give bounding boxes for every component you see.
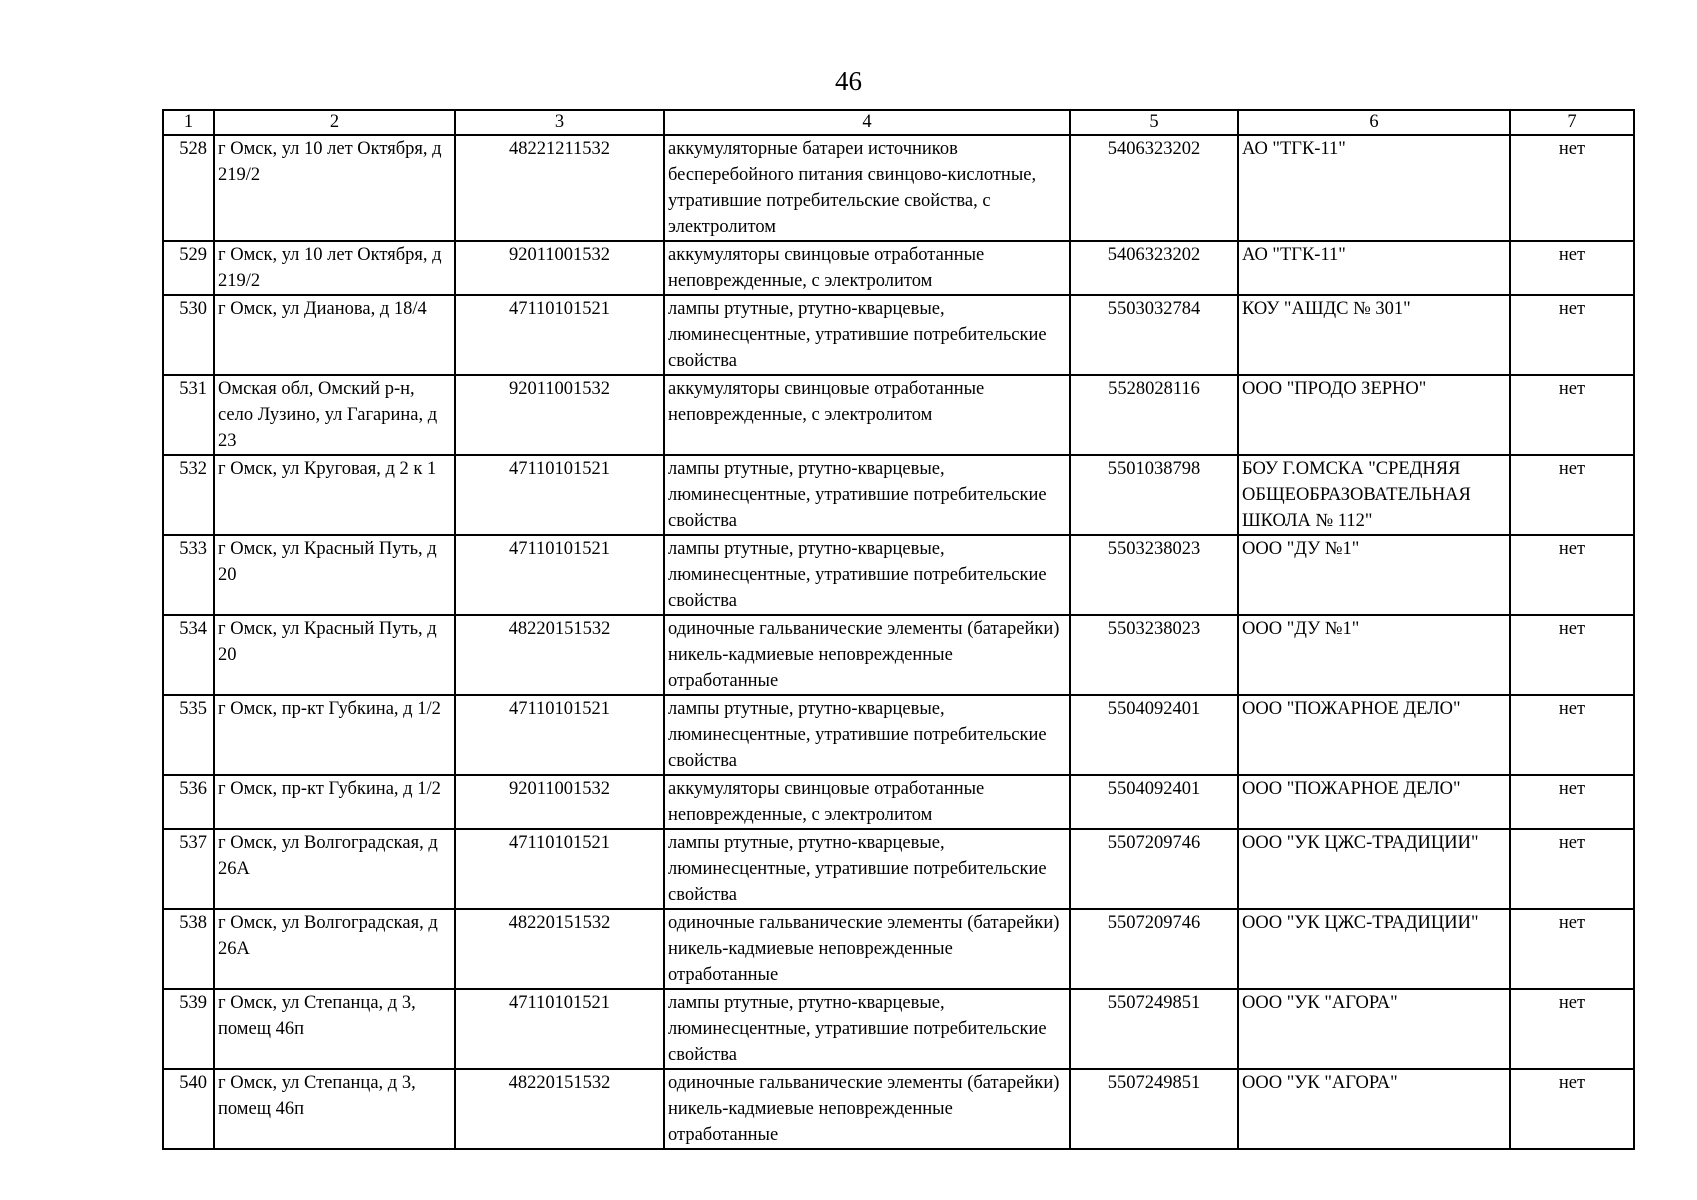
address-cell: г Омск, пр-кт Губкина, д 1/2 xyxy=(214,695,455,775)
organization-cell: АО "ТГК-11" xyxy=(1238,241,1510,295)
table-row xyxy=(163,241,1634,295)
waste-code-cell: 47110101521 xyxy=(455,295,664,375)
row-number: 538 xyxy=(163,909,214,989)
waste-code-cell: 47110101521 xyxy=(455,695,664,775)
address-cell: г Омск, ул Волгоградская, д 26А xyxy=(214,909,455,989)
address-cell: г Омск, ул Дианова, д 18/4 xyxy=(214,295,455,375)
flag-cell: нет xyxy=(1510,829,1634,909)
organization-cell: ООО "УК "АГОРА" xyxy=(1238,989,1510,1069)
waste-description-cell: аккумуляторы свинцовые отработанные неповрежденные, с электролитом xyxy=(664,375,1070,455)
waste-code-cell: 48221211532 xyxy=(455,135,664,241)
organization-cell: ООО "УК ЦЖС-ТРАДИЦИИ" xyxy=(1238,829,1510,909)
registry-table xyxy=(162,109,1635,1150)
waste-description-cell: аккумуляторы свинцовые отработанные неповрежденные, с электролитом xyxy=(664,241,1070,295)
waste-description-cell: лампы ртутные, ртутно-кварцевые, люминесцентные, утратившие потребительские свойства xyxy=(664,295,1070,375)
inn-cell: 5504092401 xyxy=(1070,695,1238,775)
flag-cell: нет xyxy=(1510,989,1634,1069)
address-cell: г Омск, ул Красный Путь, д 20 xyxy=(214,535,455,615)
address-cell: г Омск, ул 10 лет Октября, д 219/2 xyxy=(214,241,455,295)
address-cell: г Омск, ул Волгоградская, д 26А xyxy=(214,829,455,909)
column-header: 3 xyxy=(455,110,664,135)
column-header: 1 xyxy=(163,110,214,135)
waste-code-cell: 48220151532 xyxy=(455,615,664,695)
waste-code-cell: 48220151532 xyxy=(455,1069,664,1149)
row-number: 531 xyxy=(163,375,214,455)
table-row xyxy=(163,455,1634,535)
column-header: 2 xyxy=(214,110,455,135)
row-number: 534 xyxy=(163,615,214,695)
waste-code-cell: 47110101521 xyxy=(455,989,664,1069)
inn-cell: 5507209746 xyxy=(1070,909,1238,989)
table-row xyxy=(163,135,1634,241)
table-row xyxy=(163,615,1634,695)
column-header: 4 xyxy=(664,110,1070,135)
table-row xyxy=(163,375,1634,455)
organization-cell: ООО "ДУ №1" xyxy=(1238,615,1510,695)
page-number: 46 xyxy=(835,66,862,96)
waste-description-cell: лампы ртутные, ртутно-кварцевые, люминесцентные, утратившие потребительские свойства xyxy=(664,989,1070,1069)
table-row xyxy=(163,295,1634,375)
waste-description-cell: лампы ртутные, ртутно-кварцевые, люминесцентные, утратившие потребительские свойства xyxy=(664,829,1070,909)
inn-cell: 5406323202 xyxy=(1070,135,1238,241)
organization-cell: КОУ "АШДС № 301" xyxy=(1238,295,1510,375)
waste-description-cell: аккумуляторы свинцовые отработанные неповрежденные, с электролитом xyxy=(664,775,1070,829)
address-cell: г Омск, ул Круговая, д 2 к 1 xyxy=(214,455,455,535)
waste-code-cell: 47110101521 xyxy=(455,829,664,909)
row-number: 532 xyxy=(163,455,214,535)
organization-cell: АО "ТГК-11" xyxy=(1238,135,1510,241)
organization-cell: ООО "УК ЦЖС-ТРАДИЦИИ" xyxy=(1238,909,1510,989)
inn-cell: 5507209746 xyxy=(1070,829,1238,909)
row-number: 536 xyxy=(163,775,214,829)
waste-code-cell: 92011001532 xyxy=(455,241,664,295)
flag-cell: нет xyxy=(1510,1069,1634,1149)
flag-cell: нет xyxy=(1510,135,1634,241)
waste-description-cell: аккумуляторные батареи источников бесперебойного питания свинцово-кислотные, утратившие потребительские свойства, с электролитом xyxy=(664,135,1070,241)
waste-code-cell: 47110101521 xyxy=(455,455,664,535)
table-row xyxy=(163,909,1634,989)
organization-cell: ООО "ПОЖАРНОЕ ДЕЛО" xyxy=(1238,775,1510,829)
waste-code-cell: 47110101521 xyxy=(455,535,664,615)
inn-cell: 5406323202 xyxy=(1070,241,1238,295)
waste-code-cell: 92011001532 xyxy=(455,775,664,829)
organization-cell: ООО "ПОЖАРНОЕ ДЕЛО" xyxy=(1238,695,1510,775)
flag-cell: нет xyxy=(1510,535,1634,615)
flag-cell: нет xyxy=(1510,241,1634,295)
flag-cell: нет xyxy=(1510,695,1634,775)
row-number: 540 xyxy=(163,1069,214,1149)
table-row xyxy=(163,695,1634,775)
table-row xyxy=(163,829,1634,909)
inn-cell: 5501038798 xyxy=(1070,455,1238,535)
table-row xyxy=(163,535,1634,615)
flag-cell: нет xyxy=(1510,615,1634,695)
waste-description-cell: одиночные гальванические элементы (батарейки) никель-кадмиевые неповрежденные отработанные xyxy=(664,615,1070,695)
flag-cell: нет xyxy=(1510,295,1634,375)
table-row xyxy=(163,1069,1634,1149)
address-cell: г Омск, ул Степанца, д 3, помещ 46п xyxy=(214,989,455,1069)
waste-code-cell: 48220151532 xyxy=(455,909,664,989)
row-number: 533 xyxy=(163,535,214,615)
table-row xyxy=(163,775,1634,829)
waste-description-cell: лампы ртутные, ртутно-кварцевые, люминесцентные, утратившие потребительские свойства xyxy=(664,535,1070,615)
waste-description-cell: лампы ртутные, ртутно-кварцевые, люминесцентные, утратившие потребительские свойства xyxy=(664,695,1070,775)
column-number-header-row xyxy=(163,110,1634,135)
organization-cell: БОУ Г.ОМСКА "СРЕДНЯЯ ОБЩЕОБРАЗОВАТЕЛЬНАЯ ШКОЛА № 112" xyxy=(1238,455,1510,535)
row-number: 529 xyxy=(163,241,214,295)
organization-cell: ООО "ПРОДО ЗЕРНО" xyxy=(1238,375,1510,455)
address-cell: Омская обл, Омский р-н, село Лузино, ул Гагарина, д 23 xyxy=(214,375,455,455)
inn-cell: 5503238023 xyxy=(1070,615,1238,695)
address-cell: г Омск, ул Степанца, д 3, помещ 46п xyxy=(214,1069,455,1149)
column-header: 7 xyxy=(1510,110,1634,135)
inn-cell: 5503032784 xyxy=(1070,295,1238,375)
table-row xyxy=(163,989,1634,1069)
organization-cell: ООО "УК "АГОРА" xyxy=(1238,1069,1510,1149)
organization-cell: ООО "ДУ №1" xyxy=(1238,535,1510,615)
row-number: 535 xyxy=(163,695,214,775)
address-cell: г Омск, пр-кт Губкина, д 1/2 xyxy=(214,775,455,829)
flag-cell: нет xyxy=(1510,909,1634,989)
waste-description-cell: одиночные гальванические элементы (батарейки) никель-кадмиевые неповрежденные отработанные xyxy=(664,1069,1070,1149)
waste-description-cell: одиночные гальванические элементы (батарейки) никель-кадмиевые неповрежденные отработанные xyxy=(664,909,1070,989)
waste-code-cell: 92011001532 xyxy=(455,375,664,455)
flag-cell: нет xyxy=(1510,775,1634,829)
inn-cell: 5507249851 xyxy=(1070,1069,1238,1149)
inn-cell: 5507249851 xyxy=(1070,989,1238,1069)
row-number: 539 xyxy=(163,989,214,1069)
address-cell: г Омск, ул 10 лет Октября, д 219/2 xyxy=(214,135,455,241)
inn-cell: 5528028116 xyxy=(1070,375,1238,455)
row-number: 528 xyxy=(163,135,214,241)
flag-cell: нет xyxy=(1510,375,1634,455)
column-header: 6 xyxy=(1238,110,1510,135)
row-number: 530 xyxy=(163,295,214,375)
waste-description-cell: лампы ртутные, ртутно-кварцевые, люминесцентные, утратившие потребительские свойства xyxy=(664,455,1070,535)
column-header: 5 xyxy=(1070,110,1238,135)
inn-cell: 5504092401 xyxy=(1070,775,1238,829)
row-number: 537 xyxy=(163,829,214,909)
address-cell: г Омск, ул Красный Путь, д 20 xyxy=(214,615,455,695)
flag-cell: нет xyxy=(1510,455,1634,535)
inn-cell: 5503238023 xyxy=(1070,535,1238,615)
